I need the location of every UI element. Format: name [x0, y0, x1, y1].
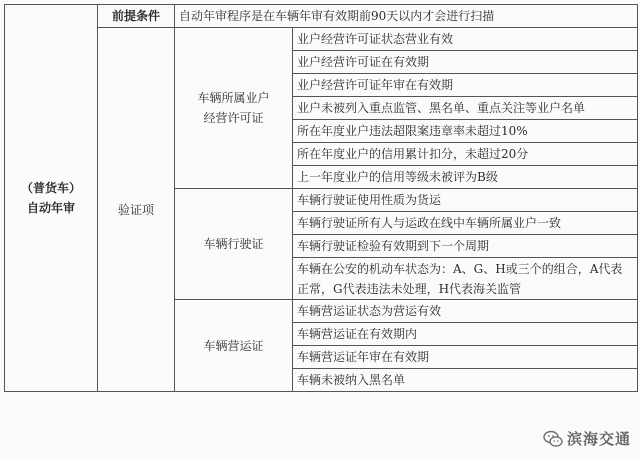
- prereq-label: 前提条件: [98, 5, 175, 28]
- prereq-text: 自动年审程序是在车辆年审有效期前90天以内才会进行扫描: [175, 5, 638, 28]
- check-item: 业户未被列入重点监管、黑名单、重点关注等业户名单: [293, 97, 638, 120]
- category-line2: 自动年审: [26, 201, 75, 215]
- check-item: 车辆在公安的机动车状态为：A、G、H或三个的组合，A代表正常，G代表违法未处理，H代表海关监管: [293, 258, 638, 300]
- check-item: 所在年度业户的信用累计扣分，未超过20分: [293, 143, 638, 166]
- group-label-line1: 车辆所属业户: [197, 91, 270, 105]
- audit-rules-table: [4, 4, 638, 392]
- category-line1: （普货车）: [20, 181, 81, 195]
- check-item: 所在年度业户违法超限案违章率未超过10%: [293, 120, 638, 143]
- check-item: 车辆行驶证使用性质为货运: [293, 189, 638, 212]
- check-item: 上一年度业户的信用等级未被评为B级: [293, 166, 638, 189]
- check-item: 车辆行驶证检验有效期到下一个周期: [293, 235, 638, 258]
- check-item: 车辆营运证状态为营运有效: [293, 300, 638, 323]
- check-item: 车辆营运证年审在有效期: [293, 346, 638, 369]
- group-label-line2: 经营许可证: [203, 111, 264, 125]
- watermark-text: 滨海交通: [566, 430, 631, 448]
- category-cell: [5, 5, 98, 392]
- group-label-driving-license: 车辆行驶证: [175, 189, 293, 300]
- check-item: 业户经营许可证在有效期: [293, 51, 638, 74]
- check-item: 车辆行驶证所有人与运政在线中车辆所属业户一致: [293, 212, 638, 235]
- group-label-business-license: [175, 28, 293, 189]
- watermark: [543, 428, 631, 449]
- group-label-operation-permit: 车辆营运证: [175, 300, 293, 392]
- check-item: 车辆营运证在有效期内: [293, 323, 638, 346]
- check-item: 业户经营许可证状态营业有效: [293, 28, 638, 51]
- check-item: 业户经营许可证年审在有效期: [293, 74, 638, 97]
- wechat-logo-icon: [543, 429, 563, 449]
- check-item: 车辆未被纳入黑名单: [293, 369, 638, 392]
- verify-label: 验证项: [98, 28, 175, 392]
